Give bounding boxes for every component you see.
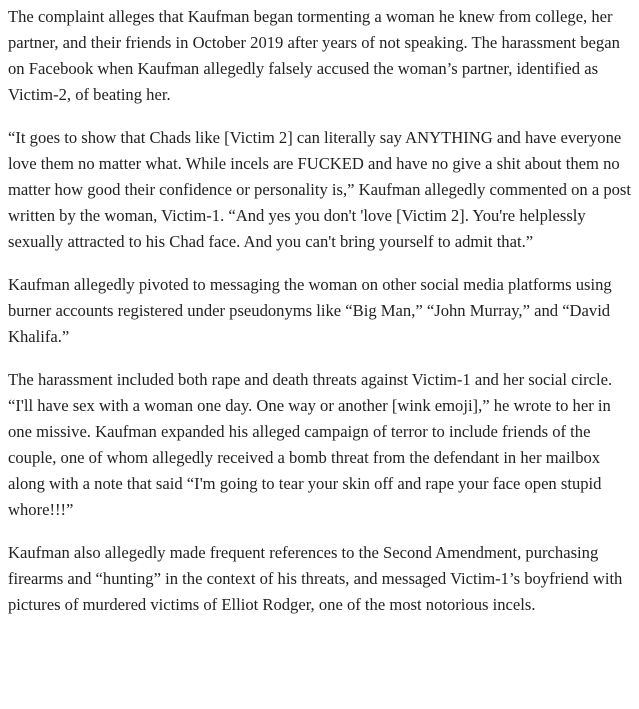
paragraph: The complaint alleges that Kaufman began tormenting a woman he knew from college, her partner, and their friends in October 2019 after years of not speaking. The harassment began on Facebook when Kaufman allegedly falsely accused the woman’s partner, identified as Victim-2, of beating her. bbox=[8, 7, 620, 104]
paragraph: “It goes to show that Chads like [Victim 2] can literally say ANYTHING and have everyone love them no matter what. While incels are FUCKED and have no give a shit about them no matter how good their confidence or personality is,” Kaufman allegedly commented on a post written by the woman, Victim-1. “And yes you don't 'love [Victim 2]. You're helplessly sexually attracted to his Chad face. And you can't bring yourself to admit that.” bbox=[8, 128, 631, 251]
paragraph: Kaufman also allegedly made frequent references to the Second Amendment, purchasing firearms and “hunting” in the context of his threats, and messaged Victim-1’s boyfriend with pictures of murdered victims of Elliot Rodger, one of the most notorious incels. bbox=[8, 543, 623, 614]
paragraph: Kaufman allegedly pivoted to messaging the woman on other social media platforms using burner accounts registered under pseudonyms like “Big Man,” “John Murray,” and “David Khalifa.” bbox=[8, 275, 612, 346]
paragraph: The harassment included both rape and death threats against Victim-1 and her social circle. “I'll have sex with a woman one day. One way or another [wink emoji],” he wrote to her in one missive. Kaufman expanded his alleged campaign of terror to include friends of the couple, one of whom allegedly received a bomb threat from the defendant in her mailbox along with a note that said “I'm going to tear your skin off and rape your face open stupid whore!!!” bbox=[8, 370, 613, 519]
